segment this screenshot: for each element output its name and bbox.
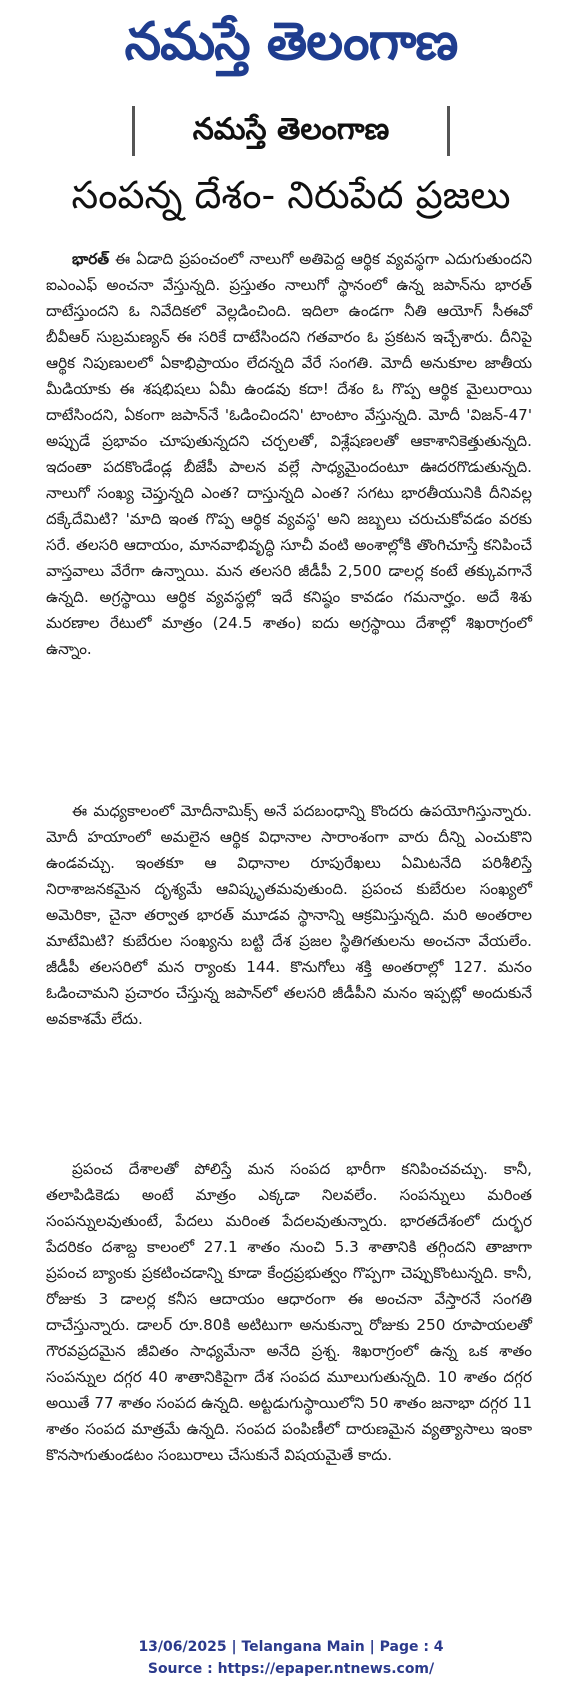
article-paragraph-2: ఈ మధ్యకాలంలో మోదీనామిక్స్ అనే పదబంధాన్ని కొందరు ఉపయోగిస్తున్నారు. మోదీ హయాంలో అమలైన ఆర్థిక విధానాల సారాంశంగా వారు దీన్ని ఎంచుకొని ఉండవచ్చు. ఇంతకూ ఆ విధానాల రూపురేఖలు ఏమిటనేది పరిశీలిస్తే నిరాశాజనకమైన దృశ్యమే ఆవిష్కృతమవుతుంది. ప్రపంచ కుబేరుల సంఖ్యలో అమెరికా, చైనా తర్వాత భారత్ మూడవ స్థానాన్ని ఆక్రమిస్తున్నది. మరి అంతరాల మాటేమిటి? కుబేరుల సంఖ్యను బట్టి దేశ ప్రజల స్థితిగతులను అంచనా వేయలేం. జీడీపీ తలసరిలో మన ర్యాంకు 144. కొనుగోలు శక్తి అంతరాల్లో 127. మనం ఓడించామని ప్రచారం చేస్తున్న జపాన్‌లో తలసరి జీడీపీని మనం ఇప్పట్లో అందుకునే అవకాశమే లేదు. [46, 802, 532, 1028]
page-footer [0, 1636, 582, 1680]
article-headline: సంపన్న దేశం- నిరుపేద ప్రజలు [71, 173, 511, 217]
footer-edition-info: 13/06/2025 | Telangana Main | Page : 4 [138, 1639, 444, 1655]
newspaper-masthead: నమస్తే తెలంగాణ [124, 12, 458, 72]
footer-source-link[interactable]: Source : https://epaper.ntnews.com/ [147, 1661, 435, 1677]
column-label: నమస్తే తెలంగాణ [192, 112, 390, 147]
article-body [46, 246, 532, 1636]
column-header [132, 106, 450, 156]
article-paragraph-3: ప్రపంచ దేశాలతో పోలిస్తే మన సంపద భారీగా కనిపించవచ్చు. కానీ, తలాపిడికెడు అంటే మాత్రం ఎక్కడా నిలవలేం. సంపన్నులు మరింత సంపన్నులవుతుంటే, పేదలు మరింత పేదలవుతున్నారు. భారతదేశంలో దుర్భర పేదరికం దశాబ్ద కాలంలో 27.1 శాతం నుంచి 5.3 శాతానికి తగ్గిందని తాజాగా ప్రపంచ బ్యాంకు ప్రకటించడాన్ని కూడా కేంద్రప్రభుత్వం గొప్పగా చెప్పుకొంటున్నది. కానీ, రోజుకు 3 డాలర్ల కనీస ఆదాయం ఆధారంగా ఈ అంచనా వేస్తారనే సంగతి దాచేస్తున్నారు. డాలర్ రూ.80కి అటిటుగా అనుకున్నా రోజుకు 250 రూపాయలతో గౌరవప్రదమైన జీవితం సాధ్యమేనా అనేది ప్రశ్న. శిఖరాగ్రంలో ఉన్న ఒక శాతం సంపన్నుల దగ్గర 40 శాతానికిపైగా దేశ సంపద మూలుగుతున్నది. 10 శాతం దగ్గర అయితే 77 శాతం సంపద ఉన్నది. అట్టడుగుస్థాయిలోని 50 శాతం జనాభా దగ్గర 11 శాతం సంపద మాత్రమే ఉన్నది. సంపద పంపిణీలో దారుణమైన వ్యత్యాసాలు ఇంకా కొనసాగుతుండటం సంబురాలు చేసుకునే విషయమైతే కాదు. [46, 1160, 532, 1464]
column-header-right-rule [447, 106, 450, 156]
lead-word: భారత్ [72, 250, 110, 268]
article-paragraph-1 [46, 246, 532, 774]
paragraph-1-text: ఈ ఏడాది ప్రపంచంలో నాలుగో అతిపెద్ద ఆర్థిక వ్యవస్థగా ఎదుగుతుందని ఐఎంఎఫ్ అంచనా వేస్తున్నది. ప్రస్తుతం నాలుగో స్థానంలో ఉన్న జపాన్‌ను భారత్ దాటేస్తుందని ఓ నివేదికలో వెల్లడించింది. ఇదిలా ఉండగా నీతి ఆయోగ్ సీఈవో బీవీఆర్ సుబ్రమణ్యన్ ఈ సరికే దాటేసిందని గతవారం ఓ ప్రకటన ఇచ్చేశారు. దీనిపై ఆర్థిక నిపుణులలో ఏకాభిప్రాయం లేదన్నది వేరే సంగతి. మోదీ అనుకూల జాతీయ మీడియాకు ఈ శషభిషలు ఏమీ ఉండవు కదా! దేశం ఓ గొప్ప ఆర్థిక మైలురాయి దాటేసిందని, ఏకంగా జపాన్‌నే 'ఓడించిందని' టాంటాం వేస్తున్నది. మోదీ 'విజన్-47' అప్పుడే ప్రభావం చూపుతున్నదని చర్చలతో, విశ్లేషణలతో ఆకాశానికెత్తుతున్నది. ఇదంతా పదకొండేండ్ల బీజేపీ పాలన వల్లే సాధ్యమైందంటూ ఊదరగొడుతున్నది. నాలుగో సంఖ్య చెప్తున్నది ఎంత? దాస్తున్నది ఎంత? సగటు భారతీయునికి దీనివల్ల దక్కేదేమిటి? 'మాది ఇంత గొప్ప ఆర్థిక వ్యవస్థ' అని జబ్బలు చరుచుకోవడం వరకు సరే. తలసరి ఆదాయం, మానవాభివృద్ధి సూచీ వంటి అంశాల్లోకి తొంగిచూస్తే కనిపించే వాస్తవాలు వేరేగా ఉన్నాయి. మన తలసరి జీడీపీ 2,500 డాలర్ల కంటే తక్కువగానే ఉన్నది. అగ్రస్థాయి ఆర్థిక వ్యవస్థల్లో ఇదే కనిష్ఠం కావడం గమనార్హం. అదే శిశు మరణాల రేటులో మాత్రం (24.5 శాతం) ఐదు అగ్రస్థాయి దేశాల్లో శిఖరాగ్రంలో ఉన్నాం. [46, 250, 532, 658]
